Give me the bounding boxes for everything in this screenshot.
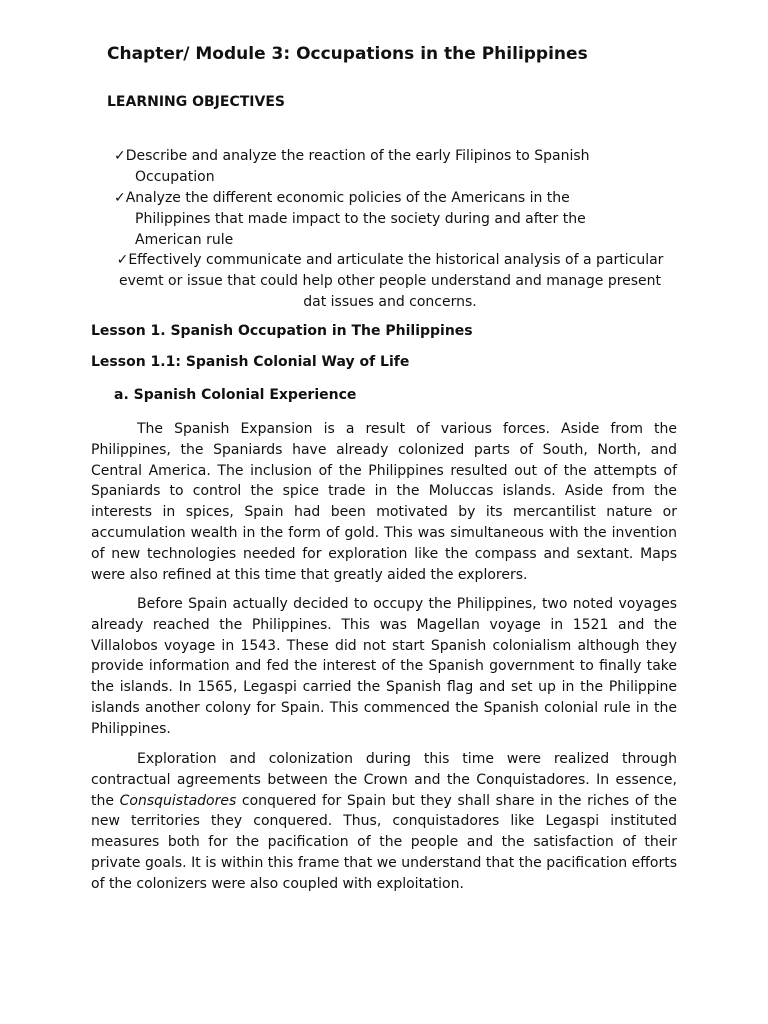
- objective-1-continuation: Occupation: [135, 169, 215, 185]
- checkmark-icon: ✓: [114, 190, 126, 206]
- objective-1-line1: Describe and analyze the reaction of the early Filipinos to Spanish: [125, 148, 590, 164]
- chapter-title: Chapter/ Module 3: Occupations in the Philippines: [107, 44, 588, 64]
- objective-item-3: [110, 250, 670, 313]
- lesson-1-heading: Lesson 1. Spanish Occupation in The Philippines: [91, 323, 473, 339]
- checkmark-icon: ✓: [114, 148, 126, 164]
- lesson-1-1-heading: Lesson 1.1: Spanish Colonial Way of Life: [91, 354, 410, 370]
- objective-item-2: [114, 188, 654, 251]
- paragraph-3-part-2: conquered for Spain but they shall share in the riches of the new territories they conquered. Thus, conquistadores like Legaspi instituted measures both for the pacification of the people and the satisfaction of their private goals. It is within this frame that we understand that the pacification efforts of the colonizers were also coupled with exploitation.: [91, 792, 677, 892]
- objective-2-continuation: Philippines that made impact to the society during and after the American rule: [135, 211, 586, 248]
- learning-objectives-heading: LEARNING OBJECTIVES: [107, 94, 285, 110]
- paragraph-3-part-1: Exploration and colonization during this time were realized through contractual agreements between the Crown and the Conquistadores. In essence, the: [91, 751, 677, 809]
- checkmark-icon: ✓: [116, 252, 129, 268]
- objective-3-text: Effectively communicate and articulate the historical analysis of a particular evemt or issue that could help other people understand and manage present dat issues and concerns.: [118, 252, 664, 310]
- objective-2-line1: Analyze the different economic policies of the Americans in the: [125, 190, 570, 206]
- paragraph-3-italic-term: Consquistadores: [119, 792, 237, 809]
- paragraph-1: The Spanish Expansion is a result of various forces. Aside from the Philippines, the Spaniards have already colonized parts of South, North, and Central America. The inclusion of the Philippines resulted out of the attempts of Spaniards to control the spice trade in the Moluccas islands. Aside from the interests in spices, Spain had been motivated by its mercantilist nature or accumulation wealth in the form of gold. This was simultaneous with the invention of new technologies needed for exploration like the compass and sextant. Maps were also refined at this time that greatly aided the explorers.: [91, 421, 677, 583]
- paragraph-3: [91, 749, 677, 895]
- paragraph-2: Before Spain actually decided to occupy the Philippines, two noted voyages already reached the Philippines. This was Magellan voyage in 1521 and the Villalobos voyage in 1543. These did not start Spanish colonialism although they provide information and fed the interest of the Spanish government to finally take the islands. In 1565, Legaspi carried the Spanish flag and set up in the Philippine islands another colony for Spain. This commenced the Spanish colonial rule in the Philippines.: [91, 596, 677, 737]
- objective-item-1: [114, 146, 654, 188]
- section-a-heading: a. Spanish Colonial Experience: [114, 387, 357, 403]
